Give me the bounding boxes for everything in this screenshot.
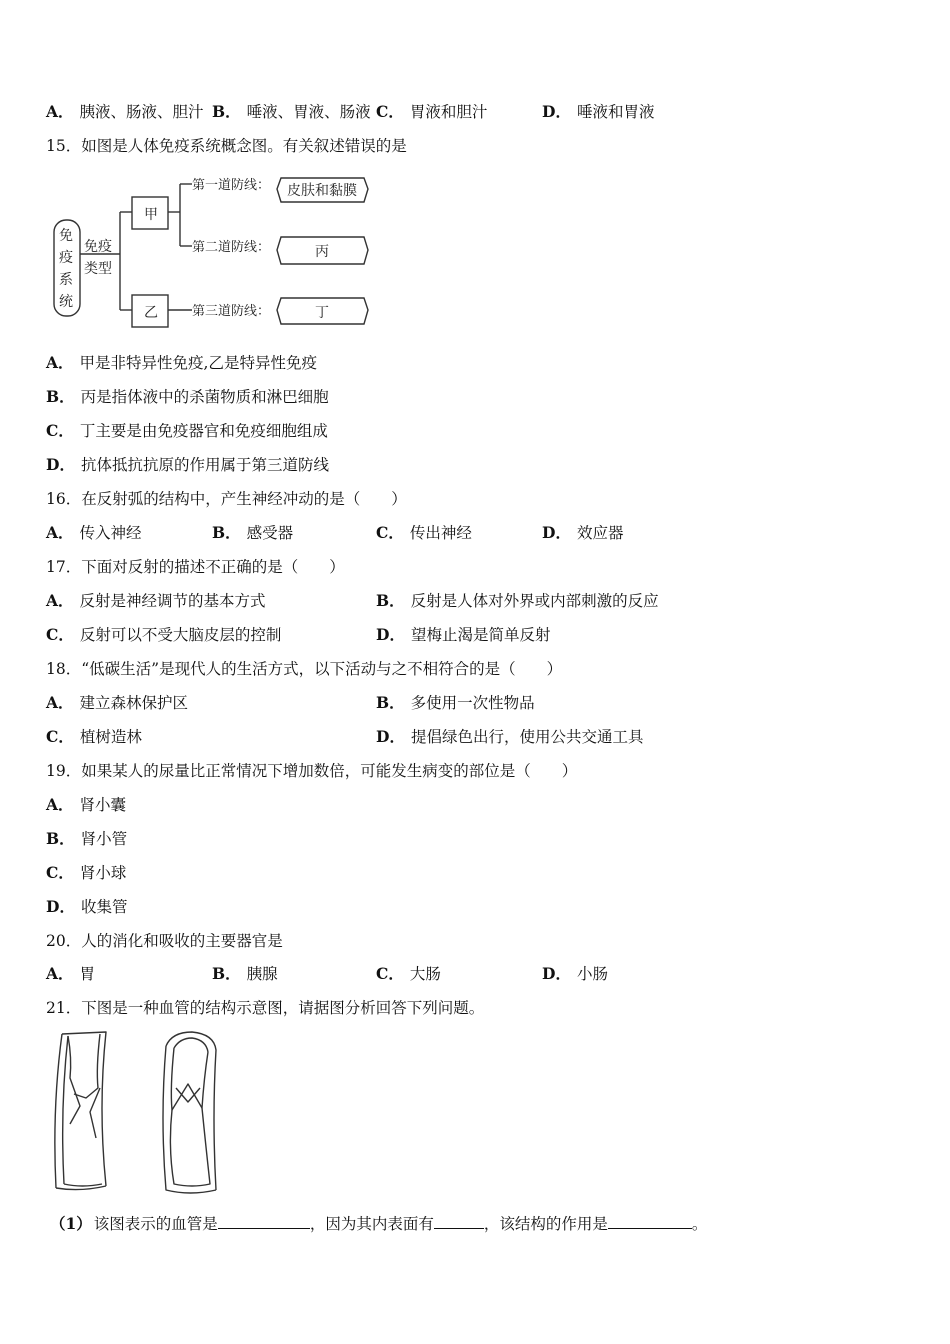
root-char-2: 疫 bbox=[59, 250, 73, 266]
left-vessel-outer-right bbox=[62, 1032, 106, 1186]
q19-option-b[interactable]: B． 肾小管 bbox=[46, 829, 128, 848]
q20-option-d[interactable]: D． 小肠 bbox=[542, 964, 608, 983]
vein-valve-diagram bbox=[44, 1028, 224, 1194]
q14-option-b[interactable]: B． 唾液、胃液、肠液 bbox=[212, 102, 371, 121]
q17-option-c[interactable]: C． 反射可以不受大脑皮层的控制 bbox=[46, 625, 282, 644]
q18-option-a[interactable]: A． 建立森林保护区 bbox=[46, 693, 189, 712]
q21-sub1: （1） 该图表示的血管是 ，因为其内表面有 ，该结构的作用是 。 bbox=[50, 1214, 708, 1233]
root-char-4: 统 bbox=[59, 294, 73, 310]
q18-option-d[interactable]: D． 提倡绿色出行，使用公共交通工具 bbox=[376, 727, 644, 746]
q16-option-c[interactable]: C． 传出神经 bbox=[376, 523, 472, 542]
q19-option-d[interactable]: D． 收集管 bbox=[46, 897, 128, 916]
q16-stem: 16．在反射弧的结构中，产生神经冲动的是（ ） bbox=[46, 490, 407, 508]
yi-label: 乙 bbox=[144, 305, 158, 321]
q19-stem: 19．如果某人的尿量比正常情况下增加数倍，可能发生病变的部位是（ ） bbox=[46, 762, 578, 780]
q16-option-a[interactable]: A． 传入神经 bbox=[46, 523, 142, 542]
q14-option-d[interactable]: D． 唾液和胃液 bbox=[542, 102, 655, 121]
q20-stem: 20．人的消化和吸收的主要器官是 bbox=[46, 932, 283, 950]
answer-blank-1[interactable] bbox=[218, 1214, 310, 1229]
answer-blank-3[interactable] bbox=[608, 1214, 692, 1229]
jia-label: 甲 bbox=[144, 207, 158, 223]
q20-option-c[interactable]: C． 大肠 bbox=[376, 964, 441, 983]
q14-option-c[interactable]: C． 胃液和胆汁 bbox=[376, 102, 488, 121]
answer-blank-2[interactable] bbox=[434, 1214, 484, 1229]
line1-label: 第一道防线： bbox=[192, 178, 271, 193]
box2-label: 丙 bbox=[315, 244, 329, 260]
type-line-2: 类型 bbox=[84, 261, 112, 277]
box3-label: 丁 bbox=[315, 305, 329, 321]
immune-system-diagram bbox=[46, 172, 376, 334]
q15-option-a[interactable]: A． 甲是非特异性免疫,乙是特异性免疫 bbox=[46, 353, 317, 372]
left-vessel-outer-left bbox=[55, 1034, 62, 1188]
q17-stem: 17．下面对反射的描述不正确的是（ ） bbox=[46, 558, 345, 576]
type-line-1: 免疫 bbox=[84, 239, 112, 255]
q19-option-c[interactable]: C． 肾小球 bbox=[46, 863, 127, 882]
q16-option-d[interactable]: D． 效应器 bbox=[542, 523, 624, 542]
q21-stem: 21．下图是一种血管的结构示意图，请据图分析回答下列问题。 bbox=[46, 999, 485, 1017]
root-char-3: 系 bbox=[59, 272, 73, 288]
q15-option-c[interactable]: C． 丁主要是由免疫器官和免疫细胞组成 bbox=[46, 421, 328, 440]
line2-label: 第二道防线： bbox=[192, 240, 271, 255]
q19-option-a[interactable]: A． 肾小囊 bbox=[46, 795, 127, 814]
q18-option-c[interactable]: C． 植树造林 bbox=[46, 727, 142, 746]
q20-option-a[interactable]: A． 胃 bbox=[46, 964, 96, 983]
q20-option-b[interactable]: B． 胰腺 bbox=[212, 964, 278, 983]
box1-label: 皮肤和黏膜 bbox=[287, 183, 357, 199]
q15-option-d[interactable]: D． 抗体抵抗抗原的作用属于第三道防线 bbox=[46, 455, 329, 474]
q18-option-b[interactable]: B． 多使用一次性物品 bbox=[376, 693, 535, 712]
q17-option-b[interactable]: B． 反射是人体对外界或内部刺激的反应 bbox=[376, 591, 659, 610]
q17-option-d[interactable]: D． 望梅止渴是简单反射 bbox=[376, 625, 551, 644]
q18-stem: 18．“低碳生活”是现代人的生活方式，以下活动与之不相符合的是（ ） bbox=[46, 660, 563, 678]
q15-stem: 15．如图是人体免疫系统概念图。有关叙述错误的是 bbox=[46, 137, 407, 155]
q16-option-b[interactable]: B． 感受器 bbox=[212, 523, 294, 542]
q14-option-a[interactable]: A． 胰液、肠液、胆汁 bbox=[46, 102, 204, 121]
line3-label: 第三道防线： bbox=[192, 304, 271, 319]
q15-option-b[interactable]: B． 丙是指体液中的杀菌物质和淋巴细胞 bbox=[46, 387, 329, 406]
root-char-1: 免 bbox=[59, 228, 73, 244]
q17-option-a[interactable]: A． 反射是神经调节的基本方式 bbox=[46, 591, 266, 610]
